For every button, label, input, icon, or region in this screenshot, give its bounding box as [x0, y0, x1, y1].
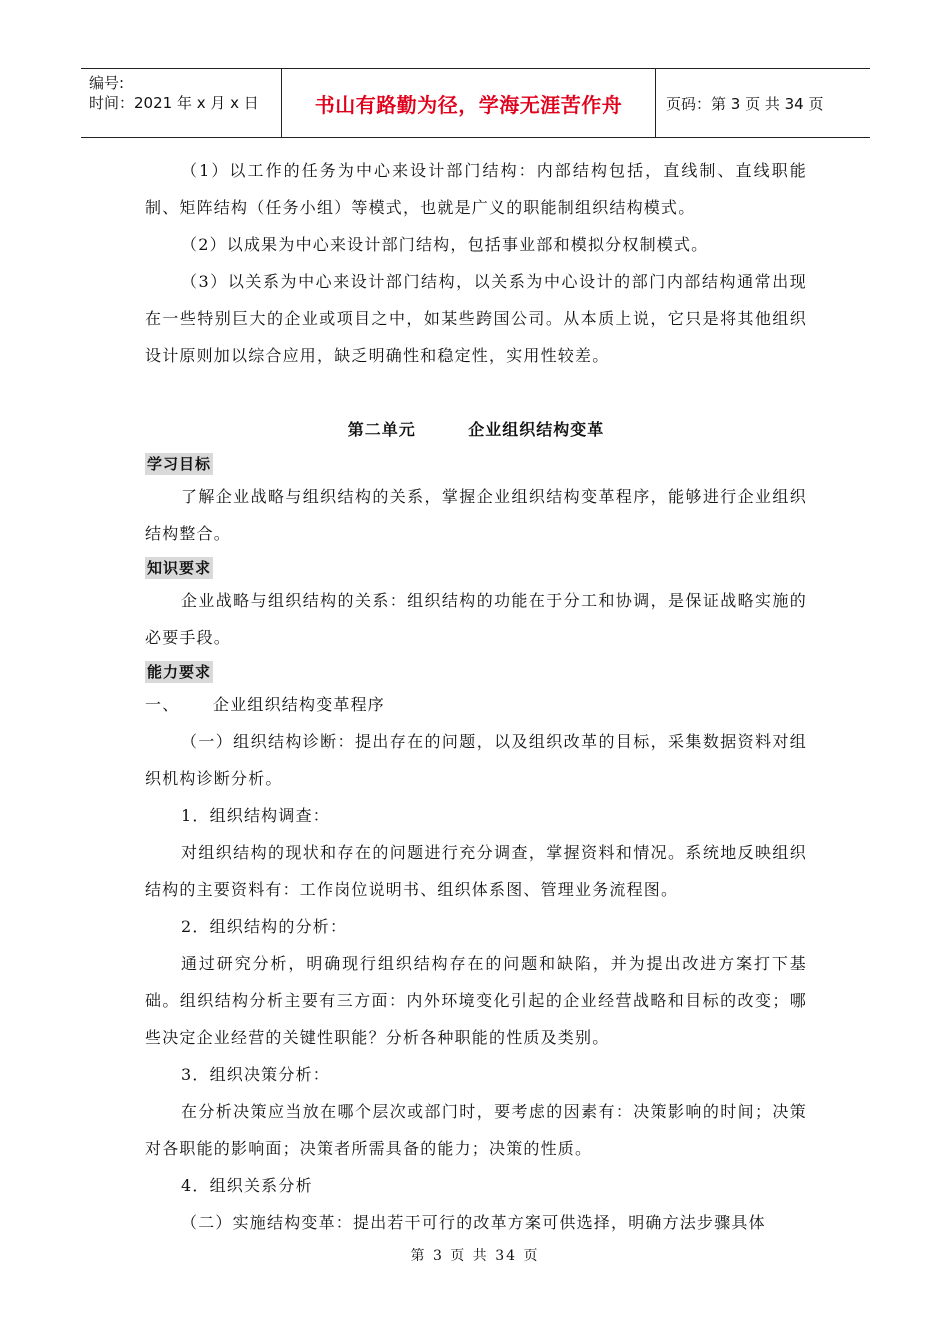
section-title: 第二单元 企业组织结构变革 — [347, 420, 605, 439]
page-footer: 第 3 页 共 34 页 — [410, 1248, 540, 1264]
document-body — [145, 152, 807, 1241]
time-label: 时间：2021 年 x 月 x 日 — [89, 94, 259, 112]
knowledge-req-label: 知识要求 — [147, 559, 212, 577]
number-label: 编号: — [89, 74, 125, 92]
header-motto — [281, 69, 656, 137]
paragraph: （2）以成果为中心来设计部门结构，包括事业部和模拟分权制模式。 — [181, 235, 709, 254]
paragraph: （3）以关系为中心来设计部门结构，以关系为中心设计的部门内部结构通常出现在一些特别巨大的企业或项目之中，如某些跨国公司。从本质上说，它只是将其他组织设计原则加以综合应用，缺乏明确性和稳定性，实用性较差。 — [145, 272, 807, 365]
page-header — [81, 68, 870, 138]
ability-req-label: 能力要求 — [147, 663, 212, 681]
knowledge-req-text: 企业战略与组织结构的关系：组织结构的功能在于分工和协调，是保证战略实施的必要手段。 — [145, 591, 807, 647]
learning-goal-text: 了解企业战略与组织结构的关系，掌握企业组织结构变革程序，能够进行企业组织结构整合。 — [145, 487, 807, 543]
learning-goal-label: 学习目标 — [147, 455, 212, 473]
header-meta — [81, 69, 281, 137]
subheading: 3．组织决策分析： — [181, 1065, 330, 1084]
paragraph: （一）组织结构诊断：提出存在的问题，以及组织改革的目标，采集数据资料对组织机构诊断分析。 — [145, 732, 807, 788]
header-page-code: 页码：第 3 页 共 34 页 — [666, 94, 824, 113]
ability-item-number: 一、 — [145, 695, 180, 714]
ability-item-text: 企业组织结构变革程序 — [213, 695, 386, 714]
subheading: 4．组织关系分析 — [181, 1176, 313, 1195]
paragraph: 对组织结构的现状和存在的问题进行充分调查，掌握资料和情况。系统地反映组织结构的主要资料有：工作岗位说明书、组织体系图、管理业务流程图。 — [145, 843, 807, 899]
motto-text: 书山有路勤为径，学海无涯苦作舟 — [314, 92, 623, 117]
subheading: 2．组织结构的分析： — [181, 917, 348, 936]
ability-item — [145, 686, 807, 723]
paragraph: 通过研究分析，明确现行组织结构存在的问题和缺陷，并为提出改进方案打下基础。组织结构分析主要有三方面：内外环境变化引起的企业经营战略和目标的改变；哪些决定企业经营的关键性职能？分析各种职能的性质及类别。 — [145, 954, 807, 1047]
paragraph: （二）实施结构变革：提出若干可行的改革方案可供选择，明确方法步骤具体 — [181, 1213, 766, 1232]
paragraph: 在分析决策应当放在哪个层次或部门时，要考虑的因素有：决策影响的时间；决策对各职能的影响面；决策者所需具备的能力；决策的性质。 — [145, 1102, 807, 1158]
subheading: 1．组织结构调查： — [181, 806, 330, 825]
paragraph: （1）以工作的任务为中心来设计部门结构：内部结构包括，直线制、直线职能制、矩阵结构（任务小组）等模式，也就是广义的职能制组织结构模式。 — [145, 161, 807, 217]
